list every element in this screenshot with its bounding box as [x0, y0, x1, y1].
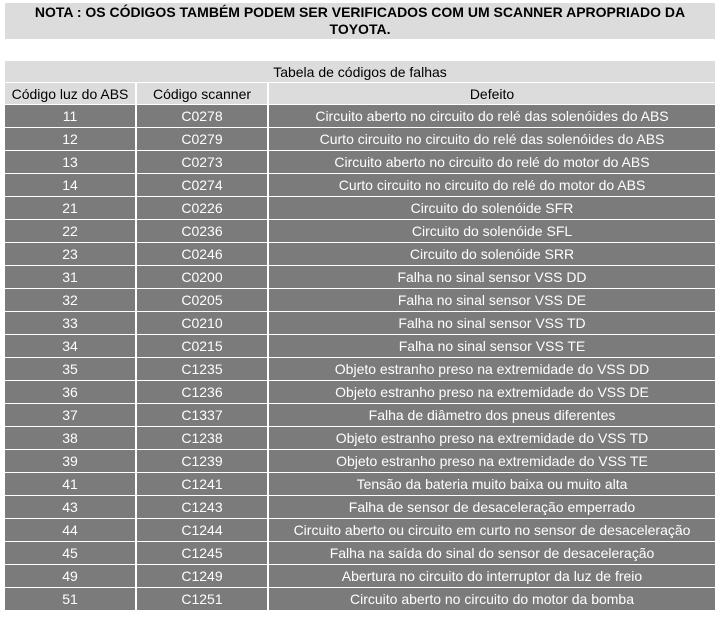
table-caption-row — [5, 61, 715, 82]
defect-cell: Falha no sinal sensor VSS DD — [267, 266, 715, 288]
defect-cell: Objeto estranho preso na extremidade do VSS TD — [267, 427, 715, 449]
table-header-row — [5, 83, 715, 104]
table-row — [5, 220, 715, 242]
table-row — [5, 128, 715, 150]
defect-cell: Circuito do solenóide SFL — [267, 220, 715, 242]
scanner-code-cell: C1249 — [135, 565, 267, 587]
scanner-code-cell: C0226 — [135, 197, 267, 219]
note-line-2: TOYOTA. — [329, 21, 391, 37]
defect-cell: Objeto estranho preso na extremidade do VSS TE — [267, 450, 715, 472]
table-row — [5, 565, 715, 587]
abs-code-cell: 37 — [5, 404, 135, 426]
defect-cell: Objeto estranho preso na extremidade do VSS DD — [267, 358, 715, 380]
scanner-code-cell: C0246 — [135, 243, 267, 265]
scanner-code-cell: C0205 — [135, 289, 267, 311]
defect-cell: Circuito aberto ou circuito em curto no sensor de desaceleração — [267, 519, 715, 541]
fault-code-table — [5, 60, 715, 611]
table-row — [5, 473, 715, 495]
abs-code-cell: 51 — [5, 588, 135, 610]
table-row — [5, 427, 715, 449]
scanner-code-cell: C0210 — [135, 312, 267, 334]
column-header-abs-code: Código luz do ABS — [5, 83, 135, 104]
scanner-code-cell: C1251 — [135, 588, 267, 610]
scanner-code-cell: C1244 — [135, 519, 267, 541]
defect-cell: Circuito aberto no circuito do motor da bomba — [267, 588, 715, 610]
note-line-1: NOTA : OS CÓDIGOS TAMBÉM PODEM SER VERIFICADOS COM UM SCANNER APROPRIADO DA — [34, 4, 686, 20]
scanner-code-cell: C0215 — [135, 335, 267, 357]
defect-cell: Falha de diâmetro dos pneus diferentes — [267, 404, 715, 426]
note-banner — [5, 3, 715, 39]
table-row — [5, 496, 715, 518]
abs-code-cell: 45 — [5, 542, 135, 564]
defect-cell: Curto circuito no circuito do relé das solenóides do ABS — [267, 128, 715, 150]
table-row — [5, 381, 715, 403]
table-row — [5, 266, 715, 288]
table-row — [5, 542, 715, 564]
defect-cell: Circuito aberto no circuito do relé das solenóides do ABS — [267, 105, 715, 127]
defect-cell: Circuito aberto no circuito do relé do motor do ABS — [267, 151, 715, 173]
scanner-code-cell: C0200 — [135, 266, 267, 288]
table-row — [5, 588, 715, 610]
table-row — [5, 519, 715, 541]
abs-code-cell: 13 — [5, 151, 135, 173]
table-row — [5, 289, 715, 311]
fault-code-table-container — [5, 61, 715, 611]
scanner-code-cell: C0273 — [135, 151, 267, 173]
abs-code-cell: 35 — [5, 358, 135, 380]
abs-code-cell: 32 — [5, 289, 135, 311]
scanner-code-cell: C1243 — [135, 496, 267, 518]
scanner-code-cell: C1337 — [135, 404, 267, 426]
table-row — [5, 335, 715, 357]
scanner-code-cell: C0278 — [135, 105, 267, 127]
scanner-code-cell: C1238 — [135, 427, 267, 449]
scanner-code-cell: C1235 — [135, 358, 267, 380]
abs-code-cell: 14 — [5, 174, 135, 196]
scanner-code-cell: C0274 — [135, 174, 267, 196]
defect-cell: Falha de sensor de desaceleração emperrado — [267, 496, 715, 518]
abs-code-cell: 44 — [5, 519, 135, 541]
abs-code-cell: 11 — [5, 105, 135, 127]
table-row — [5, 312, 715, 334]
defect-cell: Tensão da bateria muito baixa ou muito alta — [267, 473, 715, 495]
defect-cell: Falha no sinal sensor VSS TD — [267, 312, 715, 334]
defect-cell: Objeto estranho preso na extremidade do VSS DE — [267, 381, 715, 403]
table-row — [5, 243, 715, 265]
abs-code-cell: 36 — [5, 381, 135, 403]
abs-code-cell: 22 — [5, 220, 135, 242]
defect-cell: Abertura no circuito do interruptor da luz de freio — [267, 565, 715, 587]
abs-code-cell: 31 — [5, 266, 135, 288]
table-row — [5, 174, 715, 196]
defect-cell: Curto circuito no circuito do relé do motor do ABS — [267, 174, 715, 196]
scanner-code-cell: C0236 — [135, 220, 267, 242]
abs-code-cell: 39 — [5, 450, 135, 472]
defect-cell: Falha na saída do sinal do sensor de desaceleração — [267, 542, 715, 564]
abs-code-cell: 43 — [5, 496, 135, 518]
table-row — [5, 358, 715, 380]
abs-code-cell: 38 — [5, 427, 135, 449]
abs-code-cell: 49 — [5, 565, 135, 587]
defect-cell: Circuito do solenóide SFR — [267, 197, 715, 219]
scanner-code-cell: C0279 — [135, 128, 267, 150]
abs-code-cell: 33 — [5, 312, 135, 334]
table-row — [5, 151, 715, 173]
defect-cell: Falha no sinal sensor VSS TE — [267, 335, 715, 357]
abs-code-cell: 21 — [5, 197, 135, 219]
abs-code-cell: 12 — [5, 128, 135, 150]
defect-cell: Circuito do solenóide SRR — [267, 243, 715, 265]
table-row — [5, 450, 715, 472]
column-header-scanner-code: Código scanner — [135, 83, 267, 104]
scanner-code-cell: C1239 — [135, 450, 267, 472]
abs-code-cell: 23 — [5, 243, 135, 265]
table-row — [5, 404, 715, 426]
abs-code-cell: 41 — [5, 473, 135, 495]
defect-cell: Falha no sinal sensor VSS DE — [267, 289, 715, 311]
table-row — [5, 197, 715, 219]
column-header-defect: Defeito — [267, 83, 715, 104]
scanner-code-cell: C1236 — [135, 381, 267, 403]
scanner-code-cell: C1241 — [135, 473, 267, 495]
abs-code-cell: 34 — [5, 335, 135, 357]
table-caption: Tabela de códigos de falhas — [5, 61, 715, 82]
scanner-code-cell: C1245 — [135, 542, 267, 564]
table-row — [5, 105, 715, 127]
